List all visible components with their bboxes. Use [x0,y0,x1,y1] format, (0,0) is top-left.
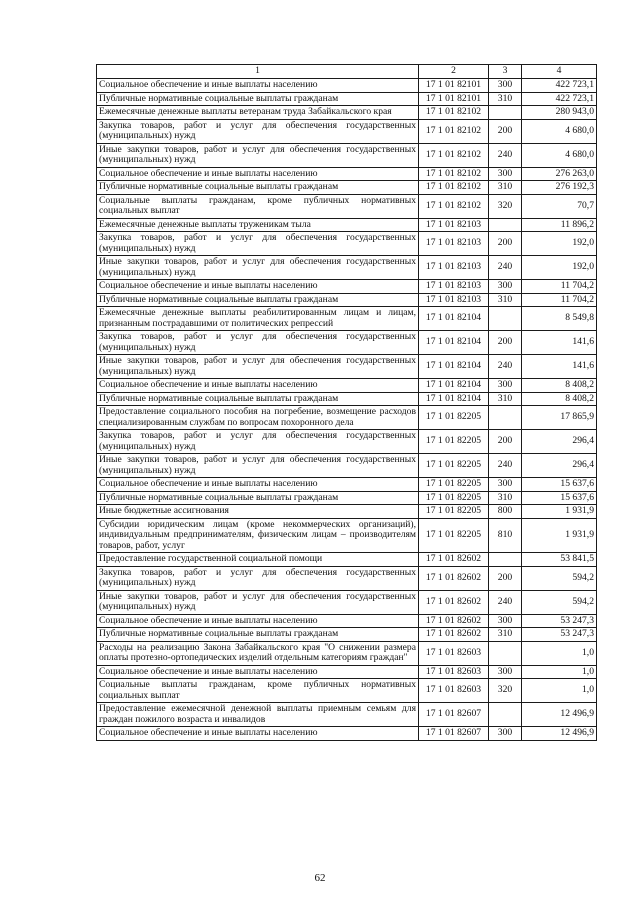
table-row [97,505,597,519]
row-type-cell: 320 [489,679,522,703]
row-name-cell: Публичные нормативные социальные выплаты гражданам [97,628,419,642]
table-row [97,628,597,642]
row-code-cell: 17 1 01 82602 [419,614,489,628]
row-code-cell: 17 1 01 82607 [419,727,489,741]
row-name-cell: Иные закупки товаров, работ и услуг для обеспечения государственных (муниципальных) нужд [97,590,419,614]
row-type-cell: 200 [489,232,522,256]
row-sum-cell: 4 680,0 [522,119,597,143]
row-name-cell: Иные закупки товаров, работ и услуг для обеспечения государственных (муниципальных) нужд [97,143,419,167]
row-code-cell: 17 1 01 82602 [419,590,489,614]
row-sum-cell: 1,0 [522,641,597,665]
header-col-4: 4 [522,65,597,79]
row-type-cell [489,106,522,120]
row-type-cell: 300 [489,478,522,492]
table-row [97,232,597,256]
row-name-cell: Предоставление социального пособия на погребение, возмещение расходов специализированным службам по вопросам похоронного дела [97,406,419,430]
row-code-cell: 17 1 01 82205 [419,406,489,430]
table-row [97,218,597,232]
row-type-cell: 800 [489,505,522,519]
table-row [97,280,597,294]
row-sum-cell: 192,0 [522,256,597,280]
row-name-cell: Социальное обеспечение и иные выплаты населению [97,79,419,93]
table-row [97,79,597,93]
row-type-cell [489,553,522,567]
row-type-cell: 240 [489,590,522,614]
row-name-cell: Предоставление государственной социальной помощи [97,553,419,567]
page-number: 62 [314,872,326,884]
row-name-cell: Публичные нормативные социальные выплаты гражданам [97,181,419,195]
row-code-cell: 17 1 01 82607 [419,703,489,727]
row-type-cell: 200 [489,331,522,355]
row-name-cell: Ежемесячные денежные выплаты труженикам тыла [97,218,419,232]
row-code-cell: 17 1 01 82603 [419,641,489,665]
row-code-cell: 17 1 01 82104 [419,307,489,331]
row-type-cell: 310 [489,392,522,406]
row-type-cell: 300 [489,614,522,628]
row-name-cell: Социальное обеспечение и иные выплаты населению [97,727,419,741]
row-sum-cell: 276 263,0 [522,167,597,181]
row-code-cell: 17 1 01 82101 [419,79,489,93]
row-code-cell: 17 1 01 82205 [419,491,489,505]
row-name-cell: Субсидии юридическим лицам (кроме некоммерческих организаций), индивидуальным предпринимателям, физическим лицам – производителям товаров, работ, услуг [97,518,419,553]
row-name-cell: Закупка товаров, работ и услуг для обеспечения государственных (муниципальных) нужд [97,119,419,143]
row-type-cell: 240 [489,355,522,379]
table-row [97,143,597,167]
row-sum-cell: 12 496,9 [522,727,597,741]
table-row [97,256,597,280]
row-sum-cell: 192,0 [522,232,597,256]
row-code-cell: 17 1 01 82603 [419,665,489,679]
row-name-cell: Закупка товаров, работ и услуг для обеспечения государственных (муниципальных) нужд [97,430,419,454]
row-sum-cell: 53 247,3 [522,628,597,642]
row-type-cell: 300 [489,167,522,181]
row-sum-cell: 422 723,1 [522,92,597,106]
row-code-cell: 17 1 01 82205 [419,454,489,478]
row-type-cell [489,641,522,665]
row-sum-cell: 1,0 [522,679,597,703]
row-code-cell: 17 1 01 82103 [419,293,489,307]
row-type-cell: 320 [489,194,522,218]
row-type-cell [489,406,522,430]
table-body [97,79,597,741]
budget-table [96,64,597,741]
row-sum-cell: 8 408,2 [522,392,597,406]
row-sum-cell: 15 637,6 [522,478,597,492]
table-row [97,392,597,406]
table-row [97,92,597,106]
row-name-cell: Социальное обеспечение и иные выплаты населению [97,379,419,393]
row-type-cell [489,307,522,331]
table-row [97,331,597,355]
row-type-cell: 300 [489,79,522,93]
row-type-cell: 300 [489,727,522,741]
table-row [97,307,597,331]
table-row [97,679,597,703]
row-sum-cell: 276 192,3 [522,181,597,195]
row-name-cell: Ежемесячные денежные выплаты реабилитированным лицам и лицам, признанным пострадавшими от политических репрессий [97,307,419,331]
table-row [97,355,597,379]
row-type-cell: 310 [489,491,522,505]
table-row [97,590,597,614]
row-sum-cell: 11 704,2 [522,293,597,307]
row-name-cell: Социальное обеспечение и иные выплаты населению [97,478,419,492]
row-type-cell: 310 [489,293,522,307]
row-sum-cell: 594,2 [522,566,597,590]
row-type-cell [489,703,522,727]
table-header-row [97,65,597,79]
row-code-cell: 17 1 01 82103 [419,218,489,232]
row-name-cell: Социальные выплаты гражданам, кроме публичных нормативных социальных выплат [97,679,419,703]
row-code-cell: 17 1 01 82102 [419,119,489,143]
row-code-cell: 17 1 01 82104 [419,355,489,379]
table-row [97,665,597,679]
table-row [97,614,597,628]
row-code-cell: 17 1 01 82603 [419,679,489,703]
row-sum-cell: 296,4 [522,454,597,478]
row-sum-cell: 4 680,0 [522,143,597,167]
row-code-cell: 17 1 01 82205 [419,505,489,519]
row-sum-cell: 1 931,9 [522,518,597,553]
row-name-cell: Расходы на реализацию Закона Забайкальского края "О снижении размера оплаты протезно-ортопедических изделий отдельным категориям граждан" [97,641,419,665]
row-name-cell: Социальное обеспечение и иные выплаты населению [97,280,419,294]
table-row [97,406,597,430]
table-row [97,566,597,590]
table-row [97,641,597,665]
table-row [97,518,597,553]
row-sum-cell: 53 247,3 [522,614,597,628]
row-sum-cell: 8 408,2 [522,379,597,393]
row-name-cell: Социальные выплаты гражданам, кроме публичных нормативных социальных выплат [97,194,419,218]
row-name-cell: Иные закупки товаров, работ и услуг для обеспечения государственных (муниципальных) нужд [97,355,419,379]
row-sum-cell: 11 704,2 [522,280,597,294]
row-sum-cell: 70,7 [522,194,597,218]
table-row [97,293,597,307]
row-sum-cell: 11 896,2 [522,218,597,232]
row-code-cell: 17 1 01 82104 [419,379,489,393]
row-type-cell: 200 [489,430,522,454]
row-sum-cell: 1,0 [522,665,597,679]
table-row [97,491,597,505]
row-sum-cell: 296,4 [522,430,597,454]
row-sum-cell: 1 931,9 [522,505,597,519]
row-type-cell: 310 [489,181,522,195]
table-row [97,379,597,393]
header-col-3: 3 [489,65,522,79]
row-type-cell: 200 [489,566,522,590]
row-name-cell: Закупка товаров, работ и услуг для обеспечения государственных (муниципальных) нужд [97,331,419,355]
row-sum-cell: 53 841,5 [522,553,597,567]
row-code-cell: 17 1 01 82205 [419,430,489,454]
row-sum-cell: 12 496,9 [522,703,597,727]
row-sum-cell: 141,6 [522,355,597,379]
row-code-cell: 17 1 01 82102 [419,194,489,218]
row-type-cell [489,218,522,232]
row-sum-cell: 8 549,8 [522,307,597,331]
row-code-cell: 17 1 01 82602 [419,566,489,590]
row-code-cell: 17 1 01 82101 [419,92,489,106]
table-row [97,727,597,741]
row-type-cell: 810 [489,518,522,553]
table-row [97,430,597,454]
row-type-cell: 300 [489,665,522,679]
row-type-cell: 300 [489,280,522,294]
row-code-cell: 17 1 01 82102 [419,106,489,120]
row-type-cell: 300 [489,379,522,393]
header-col-2: 2 [419,65,489,79]
table-row [97,181,597,195]
row-sum-cell: 15 637,6 [522,491,597,505]
row-code-cell: 17 1 01 82205 [419,518,489,553]
row-name-cell: Публичные нормативные социальные выплаты гражданам [97,293,419,307]
row-name-cell: Иные бюджетные ассигнования [97,505,419,519]
row-code-cell: 17 1 01 82102 [419,143,489,167]
row-name-cell: Социальное обеспечение и иные выплаты населению [97,167,419,181]
row-type-cell: 240 [489,256,522,280]
row-sum-cell: 17 865,9 [522,406,597,430]
table-row [97,703,597,727]
header-col-1: 1 [97,65,419,79]
row-code-cell: 17 1 01 82103 [419,256,489,280]
row-type-cell: 240 [489,454,522,478]
row-code-cell: 17 1 01 82602 [419,628,489,642]
row-name-cell: Предоставление ежемесячной денежной выплаты приемным семьям для граждан пожилого возраста и инвалидов [97,703,419,727]
row-name-cell: Закупка товаров, работ и услуг для обеспечения государственных (муниципальных) нужд [97,566,419,590]
row-code-cell: 17 1 01 82104 [419,392,489,406]
budget-table-page [96,64,596,741]
row-name-cell: Закупка товаров, работ и услуг для обеспечения государственных (муниципальных) нужд [97,232,419,256]
row-sum-cell: 422 723,1 [522,79,597,93]
table-row [97,106,597,120]
row-type-cell: 310 [489,92,522,106]
row-name-cell: Иные закупки товаров, работ и услуг для обеспечения государственных (муниципальных) нужд [97,454,419,478]
row-code-cell: 17 1 01 82205 [419,478,489,492]
row-code-cell: 17 1 01 82103 [419,280,489,294]
table-row [97,167,597,181]
table-row [97,553,597,567]
row-name-cell: Публичные нормативные социальные выплаты гражданам [97,92,419,106]
row-type-cell: 200 [489,119,522,143]
row-type-cell: 240 [489,143,522,167]
table-row [97,119,597,143]
row-name-cell: Социальное обеспечение и иные выплаты населению [97,665,419,679]
row-code-cell: 17 1 01 82102 [419,167,489,181]
row-type-cell: 310 [489,628,522,642]
row-sum-cell: 594,2 [522,590,597,614]
row-name-cell: Социальное обеспечение и иные выплаты населению [97,614,419,628]
row-code-cell: 17 1 01 82103 [419,232,489,256]
row-name-cell: Ежемесячные денежные выплаты ветеранам труда Забайкальского края [97,106,419,120]
row-code-cell: 17 1 01 82602 [419,553,489,567]
row-sum-cell: 141,6 [522,331,597,355]
row-sum-cell: 280 943,0 [522,106,597,120]
row-name-cell: Иные закупки товаров, работ и услуг для обеспечения государственных (муниципальных) нужд [97,256,419,280]
table-row [97,478,597,492]
table-row [97,194,597,218]
table-row [97,454,597,478]
row-code-cell: 17 1 01 82104 [419,331,489,355]
row-name-cell: Публичные нормативные социальные выплаты гражданам [97,392,419,406]
row-name-cell: Публичные нормативные социальные выплаты гражданам [97,491,419,505]
row-code-cell: 17 1 01 82102 [419,181,489,195]
